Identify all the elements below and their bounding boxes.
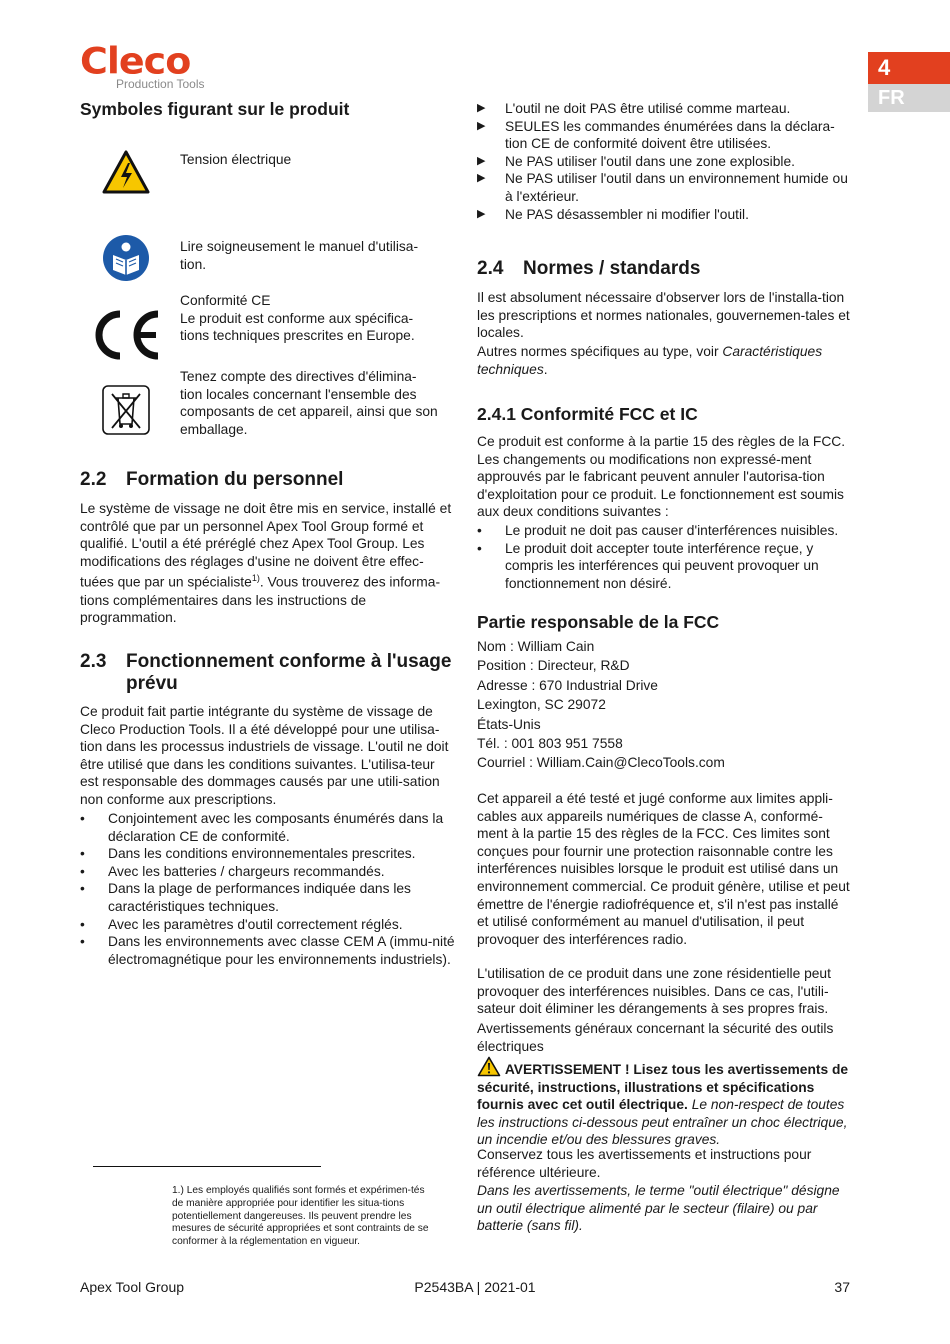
list-item: ▶ Ne PAS utiliser l'outil dans un environnement humide ou à l'extérieur.: [477, 170, 852, 205]
electrical-hazard-icon: [101, 148, 151, 198]
list-item: • Avec les batteries / chargeurs recommandés.: [80, 863, 455, 881]
footer-page-number: 37: [834, 1279, 850, 1295]
section-2-2-text: [80, 500, 455, 627]
footnote-ref: 1): [251, 573, 260, 584]
contact-country: États-Unis: [477, 716, 541, 732]
section-title: Formation du personnel: [126, 469, 344, 490]
warning-italic: Le non-respect de toutes les instructions ci-dessous peut entraîner un choc électrique, un incendie et/ou des blessures graves.: [477, 1097, 848, 1148]
warning-bold: AVERTISSEMENT ! Lisez tous les avertissements de sécurité, instructions, illustrations et spécifications fournis avec cet outil électrique.: [477, 1062, 849, 1113]
section-2-4-heading: [477, 258, 857, 280]
power-tool-definition: Dans les avertissements, le terme "outil électrique" désigne un outil électrique alimenté par le secteur (filaire) ou par batterie (sans fil).: [477, 1183, 840, 1234]
section-2-3-text: Ce produit fait partie intégrante du système de vissage de Cleco Production Tools. Il a été développé pour une utilisa-tion dans les processus industriels de vissage. L'outil ne doit être utilisé que dans les conditions suivantes. L'utilisa-teur est responsable des dommages causés par une utili-sation non conforme aux prescriptions.: [80, 704, 449, 807]
warning-paragraph: [477, 1056, 852, 1149]
para-part: . Vous trouverez des informa-tions complémentaires dans les instructions de programmation.: [80, 574, 441, 626]
reference-link-text: Caractéristiques techniques: [477, 344, 823, 377]
footnote-rule: [93, 1166, 321, 1167]
section-2-4-text-2: [477, 343, 852, 378]
list-item: ▶ L'outil ne doit PAS être utilisé comme marteau.: [477, 100, 852, 118]
contact-position: Position : Directeur, R&D: [477, 658, 630, 674]
logo-subtitle: Production Tools: [116, 77, 205, 91]
fcc-conditions-list: [477, 522, 852, 592]
symbols-title: Symboles figurant sur le produit: [80, 99, 350, 119]
fcc-party-heading: Partie responsable de la FCC: [477, 612, 720, 632]
list-item: • Dans les conditions environnementales prescrites.: [80, 845, 455, 863]
usage-conditions-list: [80, 810, 455, 968]
section-title: Normes / standards: [523, 258, 701, 279]
list-item: • Conjointement avec les composants énumérés dans la déclaration CE de conformité.: [80, 810, 455, 845]
section-number: 2.2: [80, 469, 107, 490]
keep-warnings-text: Conservez tous les avertissements et instructions pour référence ultérieure.: [477, 1147, 812, 1180]
list-item: • Dans les environnements avec classe CEM A (immu-nité électromagnétique pour les environnements industriels).: [80, 933, 455, 968]
section-2-4-1-heading: 2.4.1 Conformité FCC et IC: [477, 404, 698, 424]
section-2-4-1-text: Ce produit est conforme à la partie 15 des règles de la FCC. Les changements ou modifications non expressé-ment approuvés par le fabricant peuvent annuler l'autorisa-tion d'exploitation pour ce produit. Le fonctionnement est soumis aux deux conditions suivantes :: [477, 434, 846, 520]
symbol-text-ce: Conformité CE Le produit est conforme aux spécifica- tions techniques prescrites en Europe.: [180, 293, 415, 344]
para-part: Le système de vissage ne doit être mis en service, installé et contrôlé que par un personnel Apex Tool Group formé et qualifié. L'outil a été préréglé chez Apex Tool Group. Les modifications des réglages d'usine ne doivent être effec-tuées que par un spécialiste: [80, 501, 452, 590]
section-number: 2.3: [80, 651, 107, 672]
list-item: • Le produit ne doit pas causer d'interférences nuisibles.: [477, 522, 852, 540]
ce-mark-icon: [88, 308, 164, 362]
language-tab: FR: [868, 84, 950, 112]
list-item: ▶ Ne PAS utiliser l'outil dans une zone explosible.: [477, 153, 852, 171]
symbol-text-voltage: Tension électrique: [180, 152, 292, 167]
weee-bin-icon: [101, 384, 151, 436]
fcc-contact-block: [477, 637, 852, 773]
section-title: Fonctionnement conforme à l'usage prévu: [126, 651, 452, 694]
footer-doc-ref: P2543BA | 2021-01: [414, 1279, 536, 1295]
fcc-residential-text: L'utilisation de ce produit dans une zone résidentielle peut provoquer des interférences nuisibles. Dans ce cas, l'utili-sateur doit éliminer les dérangements à ses propres frais.: [477, 966, 831, 1017]
list-item: • Le produit doit accepter toute interférence reçue, y compris les interférences qui peuvent provoquer un fonctionnement non désiré.: [477, 540, 852, 593]
section-2-3-heading: [80, 651, 470, 695]
read-manual-icon: [101, 233, 151, 283]
list-item: ▶ SEULES les commandes énumérées dans la déclara-tion CE de conformité doivent être utilisées.: [477, 118, 852, 153]
para-part: .: [543, 361, 548, 377]
contact-name: Nom : William Cain: [477, 639, 595, 654]
contact-phone: Tél. : 001 803 951 7558: [477, 736, 623, 752]
list-item: • Avec les paramètres d'outil correctement réglés.: [80, 916, 455, 934]
section-number: 2.4: [477, 258, 504, 279]
contact-city: Lexington, SC 29072: [477, 697, 606, 713]
list-item: • Dans la plage de performances indiquée dans les caractéristiques techniques.: [80, 880, 455, 915]
symbol-text-manual: Lire soigneusement le manuel d'utilisa- tion.: [180, 239, 419, 272]
section-2-4-text: Il est absolument nécessaire d'observer lors de l'installa-tion les prescriptions et normes nationales, gouvernemen-tales et locales.: [477, 290, 850, 341]
footnote-text: 1.) Les employés qualifiés sont formés et expérimen-tés de manière appropriée pour identifier les situa-tions potentiellement dangereuses. Ils peuvent prendre les mesures de sécurité appropriées et sont contraints de se conformer à la réglementation en vigueur.: [172, 1185, 429, 1248]
fcc-class-a-text: Cet appareil a été testé et jugé conforme aux limites appli-cables aux appareils numériques de classe A, conformé-ment à la partie 15 des règles de la FCC. Ces limites sont conçues pour fournir une protection raisonnable contre les interférences nuisibles lorsque le produit est utilisé dans un environnement commercial. Ce produit génère, utilise et peut émettre de l'énergie radiofréquence et, s'il n'est pas installé et utilisé conformément au manuel d'utilisation, il peut provoquer des interférences radio.: [477, 791, 850, 947]
para-part: Autres normes spécifiques au type, voir: [477, 344, 723, 359]
logo-wordmark: Cleco: [80, 40, 191, 82]
warning-triangle-icon: [477, 1056, 501, 1077]
chapter-tab: 4: [868, 52, 950, 84]
symbol-text-disposal: Tenez compte des directives d'élimina- tion locales concernant l'ensemble des composants de cet appareil, ainsi que son emballage.: [180, 369, 438, 437]
footer-company: Apex Tool Group: [80, 1279, 185, 1295]
contact-address: Adresse : 670 Industrial Drive: [477, 677, 658, 693]
list-item: ▶ Ne PAS désassembler ni modifier l'outil.: [477, 206, 852, 224]
section-2-2-heading: [80, 469, 460, 491]
cleco-logo: [80, 42, 220, 92]
contact-email: Courriel : William.Cain@ClecoTools.com: [477, 755, 725, 771]
general-warnings-title: Avertissements généraux concernant la sécurité des outils électriques: [477, 1021, 834, 1054]
tool-restrictions-list: [477, 100, 852, 223]
